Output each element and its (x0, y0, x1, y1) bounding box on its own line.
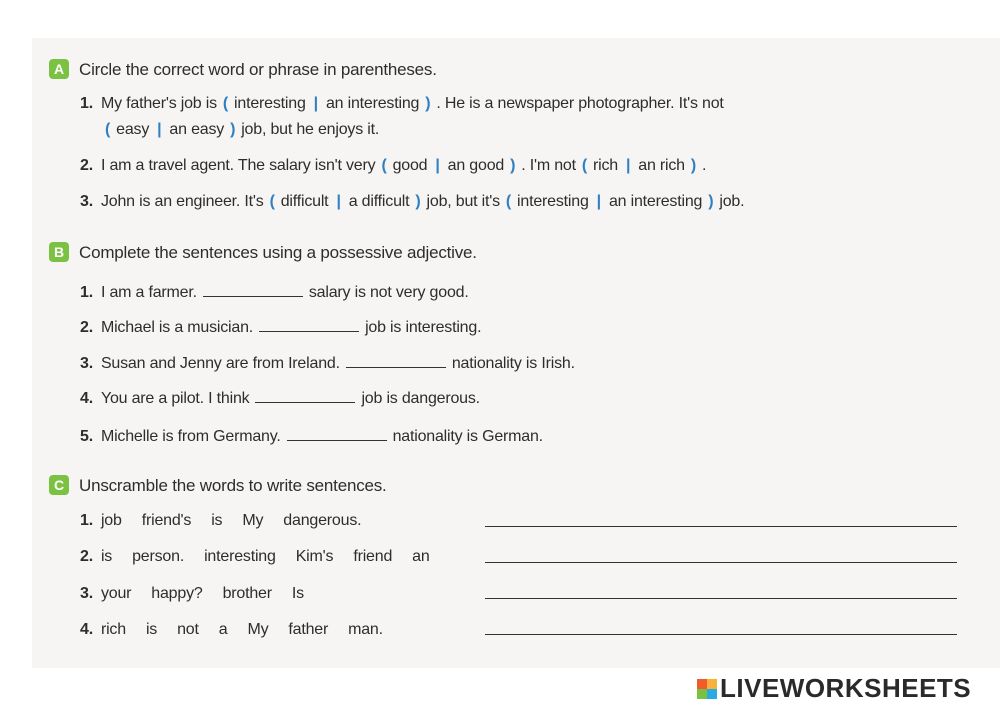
item-text: I am a travel agent. The salary isn't very (100, 157, 376, 174)
answer-line-1[interactable] (485, 526, 957, 527)
option-2[interactable]: an good (447, 157, 505, 174)
option-separator: | (157, 121, 162, 138)
scrambled-word: friend's (141, 512, 192, 529)
item-text: job is interesting. (365, 319, 482, 336)
option-1[interactable]: good (392, 157, 428, 174)
scrambled-word: is (211, 512, 223, 529)
open-paren: ( (222, 95, 229, 112)
answer-blank[interactable] (255, 388, 355, 403)
scrambled-word: interesting (204, 548, 276, 565)
section-c-heading: Unscramble the words to write sentences. (79, 476, 387, 495)
item-number: 2. (80, 319, 93, 336)
scrambled-word: rich (100, 621, 126, 638)
item-text: salary is not very good. (308, 284, 469, 301)
section-c-item-1 (80, 512, 381, 530)
close-paren: ) (708, 193, 714, 210)
item-text: . I'm not (521, 157, 576, 174)
section-b-item-5 (80, 426, 543, 446)
scrambled-word: happy? (151, 585, 203, 602)
answer-blank[interactable] (287, 426, 387, 441)
scrambled-word: an (412, 548, 430, 565)
item-number: 4. (80, 621, 93, 638)
item-text: job. (719, 193, 745, 210)
item-number: 4. (80, 390, 93, 407)
brand-text: LIVEWORKSHEETS (720, 673, 972, 703)
answer-blank[interactable] (346, 353, 446, 368)
option-1[interactable]: difficult (280, 193, 329, 210)
section-b-item-2 (80, 317, 481, 337)
section-c-badge: C (49, 475, 69, 495)
item-text: You are a pilot. I think (100, 390, 250, 407)
liveworksheets-logo-icon (697, 679, 717, 699)
scrambled-word: Kim's (295, 548, 334, 565)
close-paren: ) (230, 121, 236, 138)
item-text: I am a farmer. (100, 284, 197, 301)
scrambled-word: is (145, 621, 158, 638)
item-number: 1. (80, 512, 93, 529)
item-number: 3. (80, 585, 93, 602)
open-paren: ( (505, 193, 512, 210)
open-paren: ( (381, 157, 387, 174)
open-paren: ( (581, 157, 587, 174)
option-separator: | (313, 95, 318, 112)
scrambled-word: My (242, 512, 264, 529)
scrambled-word: not (177, 621, 199, 638)
section-b-item-4 (80, 388, 480, 408)
item-text: nationality is Irish. (451, 355, 575, 372)
scrambled-word: person. (132, 548, 185, 565)
option-2[interactable]: an interesting (325, 95, 420, 112)
item-number: 3. (80, 355, 93, 372)
option-4[interactable]: an easy (169, 121, 225, 138)
scrambled-word: dangerous. (283, 512, 362, 529)
item-text: . He is a newspaper photographer. It's not (436, 95, 724, 112)
section-a-item-2 (80, 157, 706, 175)
answer-line-3[interactable] (485, 598, 957, 599)
item-text: John is an engineer. It's (100, 193, 264, 210)
scrambled-word: a (218, 621, 228, 638)
option-separator: | (336, 193, 341, 210)
option-4[interactable]: an interesting (608, 193, 703, 210)
option-2[interactable]: a difficult (348, 193, 410, 210)
item-text: My father's job is (100, 95, 217, 112)
section-a-item-1-line-2 (105, 121, 379, 139)
item-text: nationality is German. (392, 428, 543, 445)
section-a-item-3 (80, 193, 744, 211)
item-number: 3. (80, 193, 93, 210)
section-b-item-3 (80, 353, 575, 373)
item-text: job, but he enjoys it. (241, 121, 380, 138)
section-b-heading: Complete the sentences using a possessive adjective. (79, 243, 477, 262)
item-text: Susan and Jenny are from Ireland. (100, 355, 340, 372)
option-4[interactable]: an rich (638, 157, 685, 174)
close-paren: ) (415, 193, 421, 210)
item-number: 5. (80, 428, 93, 445)
item-number: 1. (80, 284, 93, 301)
section-a-item-1 (80, 95, 724, 113)
section-b-badge: B (49, 242, 69, 262)
option-3[interactable]: rich (592, 157, 618, 174)
item-text: . (702, 157, 707, 174)
scrambled-word: job (100, 512, 122, 529)
liveworksheets-brand (697, 673, 971, 704)
section-c-item-4 (80, 621, 403, 639)
item-text: job is dangerous. (361, 390, 480, 407)
item-number: 2. (80, 548, 93, 565)
item-number: 2. (80, 157, 93, 174)
scrambled-word: friend (353, 548, 393, 565)
section-c-item-2 (80, 548, 450, 566)
answer-line-2[interactable] (485, 562, 957, 563)
scrambled-word: Is (291, 585, 304, 602)
option-3[interactable]: interesting (517, 193, 589, 210)
scrambled-word: My (247, 621, 269, 638)
item-text: Michael is a musician. (100, 319, 254, 336)
option-3[interactable]: easy (116, 121, 150, 138)
open-paren: ( (105, 121, 111, 138)
answer-blank[interactable] (203, 282, 303, 297)
scrambled-word: brother (222, 585, 272, 602)
open-paren: ( (269, 193, 275, 210)
item-text: Michelle is from Germany. (100, 428, 281, 445)
answer-blank[interactable] (259, 317, 359, 332)
close-paren: ) (425, 95, 431, 112)
close-paren: ) (690, 157, 697, 174)
scrambled-word: father (288, 621, 329, 638)
close-paren: ) (510, 157, 516, 174)
option-1[interactable]: interesting (234, 95, 306, 112)
section-a-heading: Circle the correct word or phrase in parentheses. (79, 60, 437, 79)
section-c-item-3 (80, 585, 324, 603)
section-b-item-1 (80, 282, 469, 302)
section-a-badge: A (49, 59, 69, 79)
answer-line-4[interactable] (485, 634, 957, 635)
option-separator: | (596, 193, 601, 210)
scrambled-word: man. (348, 621, 383, 638)
item-text: job, but it's (426, 193, 500, 210)
option-separator: | (435, 157, 440, 174)
scrambled-word: is (100, 548, 113, 565)
scrambled-word: your (100, 585, 132, 602)
option-separator: | (625, 157, 631, 174)
item-number: 1. (80, 95, 93, 112)
